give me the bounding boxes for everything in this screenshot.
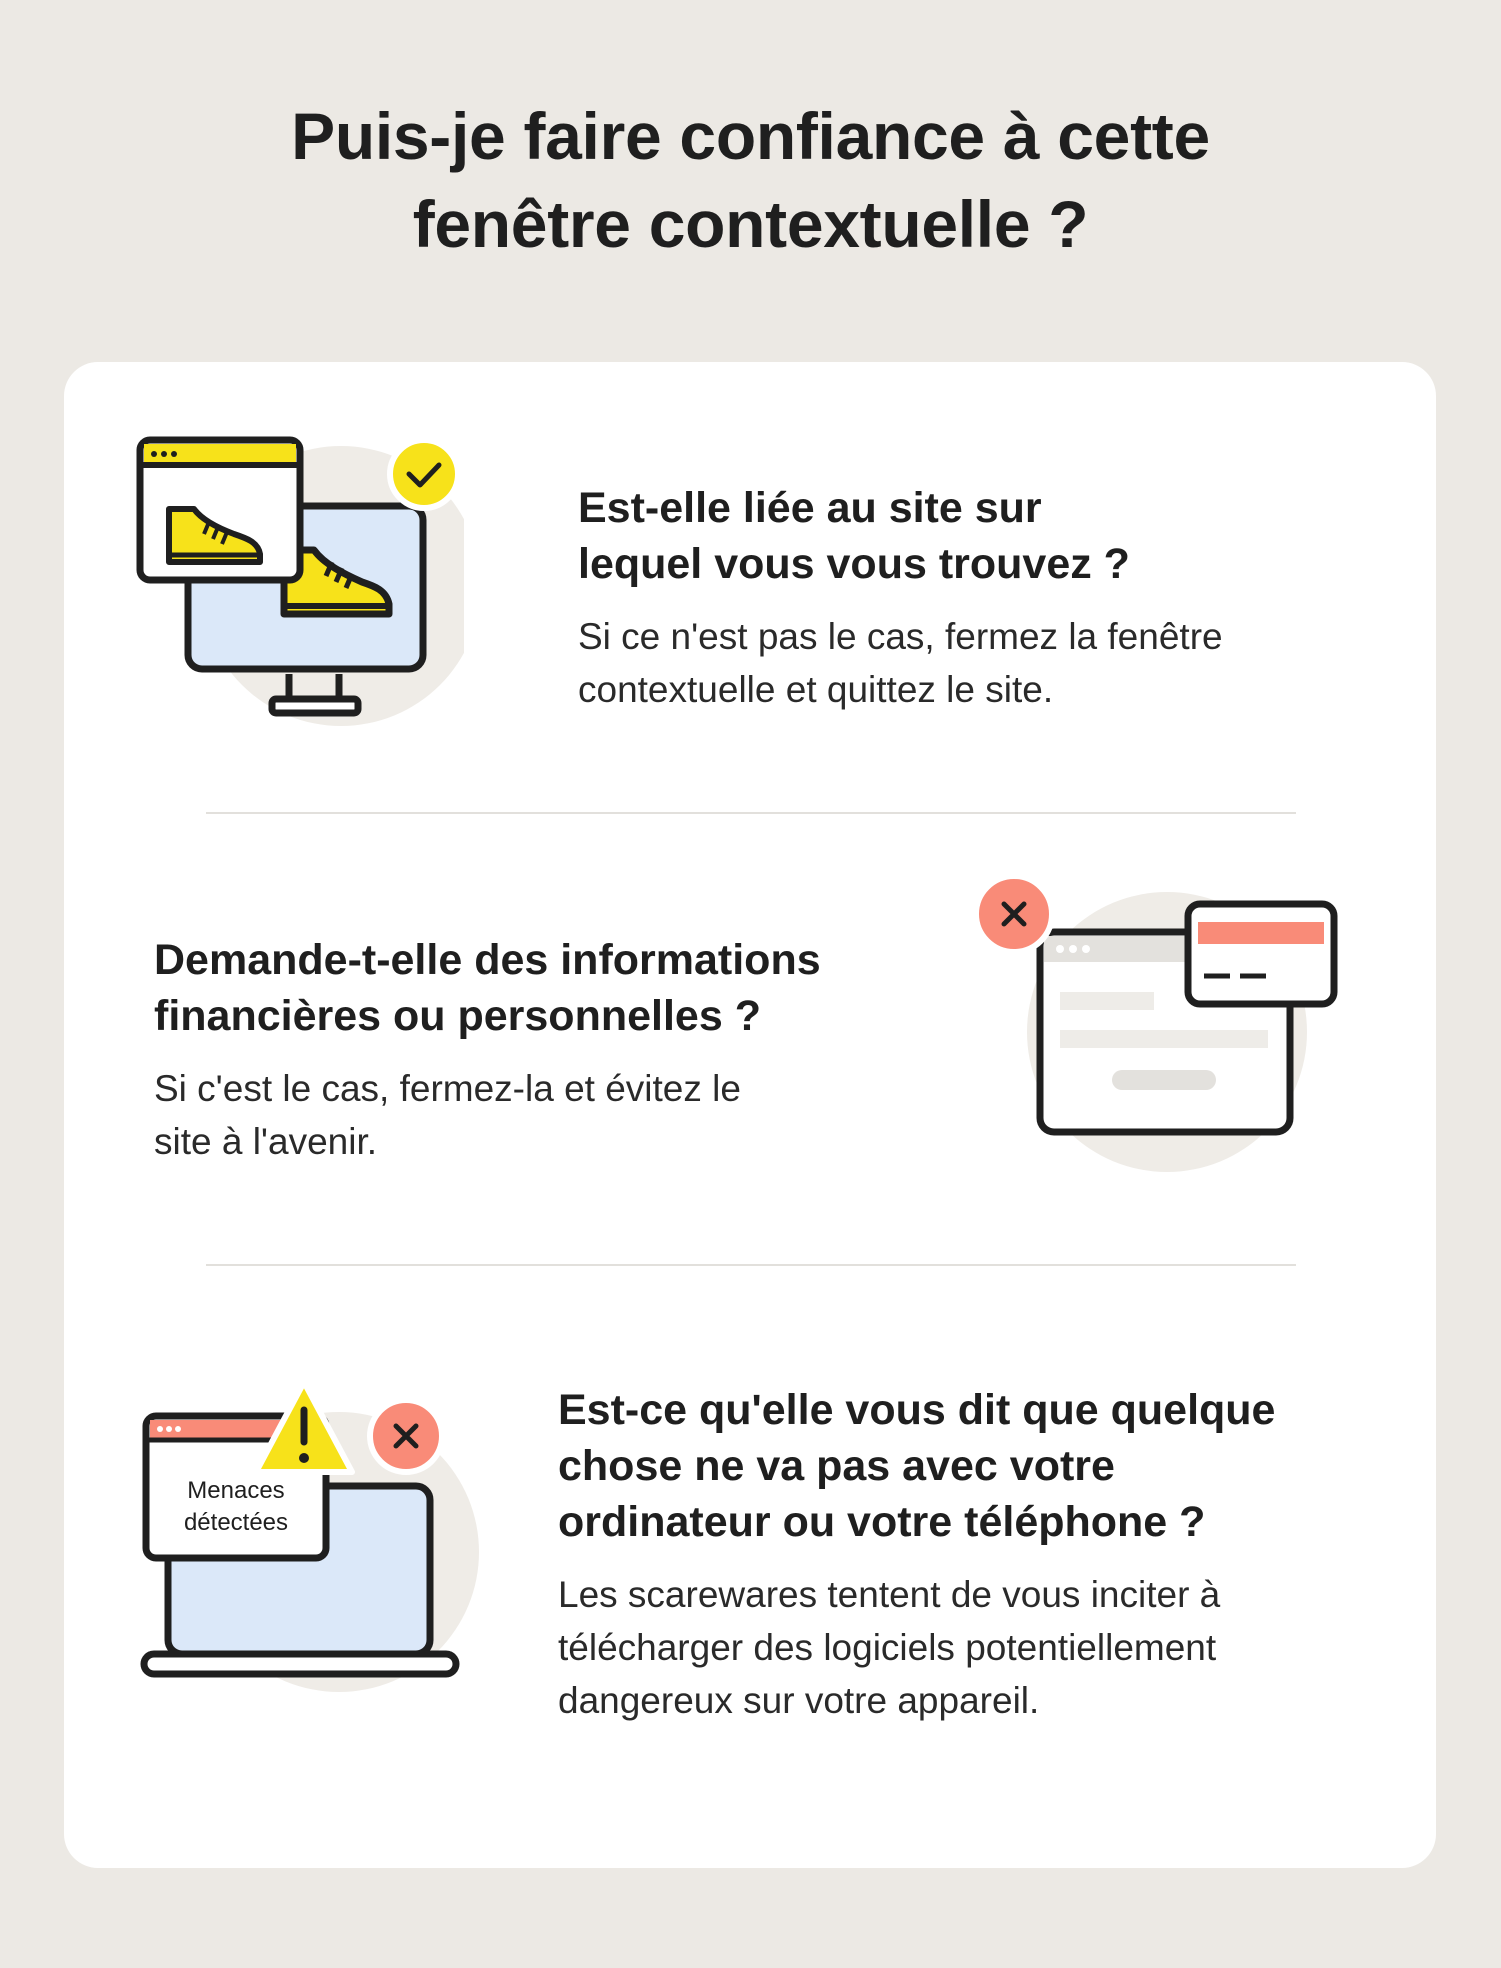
section-1-description-line-1: Si ce n'est pas le cas, fermez la fenêtre (578, 616, 1223, 657)
section-3-heading (558, 1382, 1408, 1550)
credit-card-icon (1188, 904, 1334, 1004)
section-3-text (558, 1382, 1408, 1727)
section-3-illustration (134, 1372, 484, 1702)
popup-text-line-2: détectées (183, 1509, 289, 1536)
section-1-illustration (134, 434, 464, 744)
close-badge-icon (370, 1400, 442, 1472)
section-1-text (578, 480, 1378, 716)
section-3-description-line-2: télécharger des logiciels potentiellement (558, 1627, 1217, 1668)
section-3-description-line-3: dangereux sur votre appareil. (558, 1680, 1040, 1721)
section-1-heading (578, 480, 1378, 592)
section-1-heading-line-2: lequel vous vous trouvez ? (578, 540, 1130, 588)
section-3-heading-line-3: ordinateur ou votre téléphone ? (558, 1498, 1206, 1546)
section-2-text (154, 932, 954, 1168)
divider-2 (206, 1264, 1296, 1266)
section-2-heading-line-2: financières ou personnelles ? (154, 992, 761, 1040)
section-2-description-line-1: Si c'est le cas, fermez-la et évitez le (154, 1068, 741, 1109)
popup-text-line-1: Menaces (187, 1477, 285, 1504)
section-1-description (578, 610, 1378, 716)
section-3-description (558, 1568, 1408, 1727)
close-badge-icon (976, 876, 1052, 952)
section-3-heading-line-2: chose ne va pas avec votre (558, 1442, 1115, 1490)
section-1-heading-line-1: Est-elle liée au site sur (578, 484, 1042, 532)
section-2-illustration (972, 872, 1352, 1182)
section-2-heading-line-1: Demande-t-elle des informations (154, 936, 821, 984)
check-badge-icon (390, 440, 458, 508)
section-2-heading (154, 932, 954, 1044)
page-title-line-1: Puis-je faire confiance à cette (291, 99, 1210, 173)
section-1-description-line-2: contextuelle et quittez le site. (578, 669, 1054, 710)
section-3-description-line-1: Les scarewares tentent de vous inciter à (558, 1574, 1221, 1615)
divider-1 (206, 812, 1296, 814)
content-card (64, 362, 1436, 1868)
section-2-description-line-2: site à l'avenir. (154, 1121, 378, 1162)
page-title-line-2: fenêtre contextuelle ? (412, 187, 1089, 261)
section-3-heading-line-1: Est-ce qu'elle vous dit que quelque (558, 1386, 1276, 1434)
page-title (0, 92, 1501, 268)
section-2-description (154, 1062, 954, 1168)
